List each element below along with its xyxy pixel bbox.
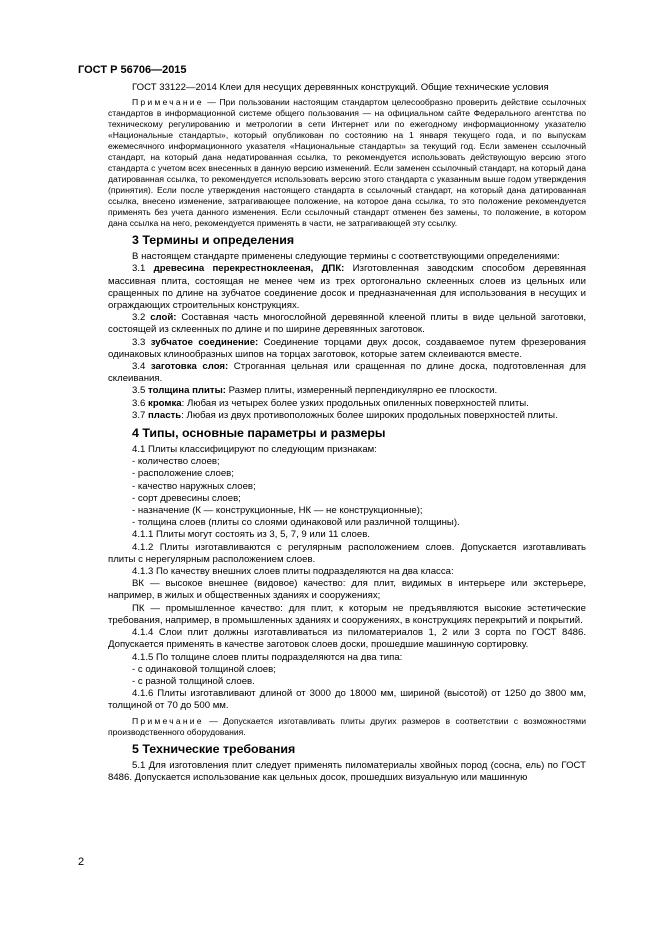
section-5-heading: 5 Технические требования [132,741,296,756]
term-name: зубчатое соединение: [150,336,259,348]
class-pk: ПК — промышленное качество: для плит, к которым не предъявляются высокие эстетические требования, например, в промышленных зданиях и сооружениях, в конструкциях перекрытий и покрытий. [108,602,586,626]
page-content [108,82,586,784]
term-name: кромка [148,397,182,409]
term-number: 3.1 [132,263,154,275]
note-text: — При пользовании настоящим стандартом целесообразно проверить действие ссылочных стандартов в информационной системе общего пользования — на официальном сайте Федерального агентства по техническому регулированию и метрологии в сети Интернет или по ежегодному информационному указателю «Национальные стандарты», который опубликован по состоянию на 1 января текущего года, и по выпускам ежемесячного информационного указателя «Национальные стандарты» за текущий год. Если заменен ссылочный стандарт, на который дана недатированная ссылка, то рекомендуется использовать действующую версию этого стандарта с учетом всех внесенных в данную версию изменений. Если заменен ссылочный стандарт, на который дана датированная ссылка, то рекомендуется использовать версию этого стандарта с указанным выше годом утверждения (принятия). Если после утверждения настоящего стандарта в ссылочный стандарт, на который дана датированная ссылка, внесено изменение, затрагивающее положение, на которое дана ссылка, то это положение рекомендуется применять без учета данного изменения. Если ссылочный стандарт отменен без замены, то положение, в котором дана ссылка на него, рекомендуется применять в части, не затрагивающей эту ссылку. [108,97,586,229]
term-name: толщина плиты: [148,385,226,397]
term-definition: Составная часть многослойной деревянной клееной плиты в виде цельной заготовки, состоящей из склеенных по длине и по ширине деревянных заготовок. [108,312,586,336]
term-number: 3.2 [132,312,151,324]
term-name: древесина перекрестноклееная, ДПК: [153,263,345,275]
section-4-heading: 4 Типы, основные параметры и размеры [132,426,386,441]
term-definition: : Любая из четырех более узких продольных опиленных поверхностей плиты. [181,397,529,409]
list-item: - толщина слоев (плиты со слоями одинаковой или различной толщины). [132,517,460,529]
page-number: 2 [78,856,85,868]
clause-4-1-5: 4.1.5 По толщине слоев плиты подразделяются на два типа: [132,651,403,663]
term-3-1 [108,263,586,312]
term-definition: : Любая из двух противоположных более широких продольных поверхностей плиты. [181,409,558,421]
term-definition: Размер плиты, измеренный перпендикулярно ее плоскости. [225,385,498,397]
term-3-3 [108,337,586,361]
term-name: слой: [150,312,177,324]
term-definition: Изготовленная заводским способом деревянная массивная плита, состоящая не менее чем из трех ортогонально склеенных слоев из цельных или сращенных по длине на зубчатое соединение досок и предназначенная для использования в несущих и ограждающих строительных конструкциях. [108,263,587,312]
clause-4-1-1: 4.1.1 Плиты могут состоять из 3, 5, 7, 9 или 11 слоев. [132,529,370,541]
clause-4-1-6: 4.1.6 Плиты изготавливают длиной от 3000 до 18000 мм, шириной (высотой) от 1250 до 3800 мм, толщиной от 70 до 500 мм. [108,688,586,712]
list-item: - качество наружных слоев; [132,480,256,492]
clause-4-1-2: 4.1.2 Плиты изготавливаются с регулярным расположением слоев. Допускается изготавливать плиты с нерегулярным расположением слоев. [108,541,586,565]
term-3-4 [108,361,586,385]
term-number: 3.6 [132,397,149,409]
term-3-2 [108,312,586,336]
clause-4-1: 4.1 Плиты классифицируют по следующим признакам: [132,444,377,456]
term-3-6 [108,398,586,410]
term-number: 3.3 [132,336,151,348]
ref-gost-33122: ГОСТ 33122—2014 Клеи для несущих деревянных конструкций. Общие технические условия [132,82,549,93]
clause-5-1: 5.1 Для изготовления плит следует применять пиломатериалы хвойных пород (сосна, ель) по ГОСТ 8486. Допускается использование как цельных досок, прошедших визуальную или машинную [108,759,586,783]
list-item: - сорт древесины слоев; [132,492,241,504]
term-definition: Соединение торцами двух досок, создаваемое путем фрезерования одинаковых клинообразных шипов на торцах заготовок, которые затем склеиваются вместе. [108,336,586,360]
term-name: пласть [148,409,182,421]
note-label: Примечание [132,715,204,726]
note-label: Примечание [132,97,204,108]
clause-4-1-3: 4.1.3 По качеству внешних слоев плиты подразделяются на два класса: [132,566,454,578]
list-item: - с разной толщиной слоев. [132,675,255,687]
list-item: - расположение слоев; [132,468,234,480]
note-references [108,97,586,229]
class-vk: ВК — высокое внешнее (видовое) качество: для плит, видимых в интерьере или экстерьере, например, в жилых и общественных зданиях и сооружениях; [108,578,586,602]
term-number: 3.4 [132,361,151,373]
term-3-5 [108,385,586,397]
note-sizes [108,716,586,738]
document-header: ГОСТ Р 56706—2015 [78,64,187,76]
section-3-heading: 3 Термины и определения [132,233,295,248]
note-text: — Допускается изготавливать плиты других размеров в соответствии с возможностями производственного оборудования. [108,715,586,737]
term-definition: Строганная цельная или сращенная по длине доска, подготовленная для склеивания. [108,361,586,385]
list-item: - назначение (К — конструкционные, НК — не конструкционные); [132,505,423,517]
term-number: 3.7 [132,409,149,421]
term-number: 3.5 [132,385,149,397]
list-item: - количество слоев; [132,456,220,468]
term-3-7 [108,410,586,422]
list-item: - с одинаковой толщиной слоев; [132,663,276,675]
section-3-intro: В настоящем стандарте применены следующие термины с соответствующими определениями: [132,251,560,263]
term-name: заготовка слоя: [150,361,229,373]
clause-4-1-4: 4.1.4 Слои плит должны изготавливаться из пиломатериалов 1, 2 или 3 сорта по ГОСТ 8486. Допускается применять в качестве заготовок слоев доски, прошедшие машинную сортировку. [108,627,586,651]
